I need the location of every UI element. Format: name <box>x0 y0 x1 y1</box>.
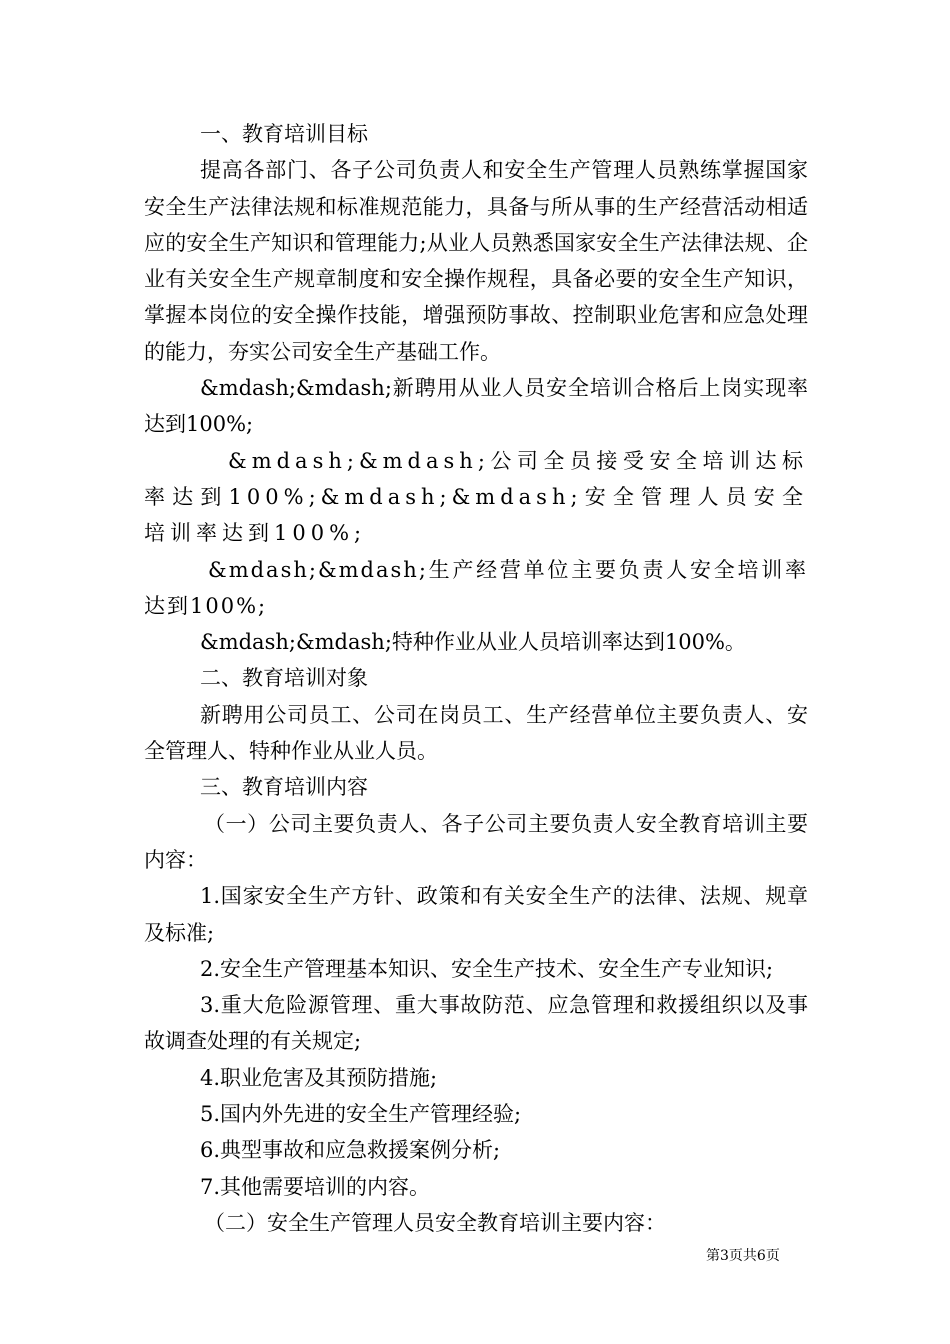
list-item-1: 1.国家安全生产方针、政策和有关安全生产的法律、法规、规章及标准; <box>144 884 808 945</box>
goal-item-principal: &mdash;&mdash;生产经营单位主要负责人安全培训率达到100%; <box>144 557 808 618</box>
list-item-3: 3.重大危险源管理、重大事故防范、应急管理和救援组织以及事故调查处理的有关规定; <box>144 993 808 1054</box>
list-item-4: 4.职业危害及其预防措施; <box>200 1065 438 1090</box>
page-number: 第3页共6页 <box>706 1248 780 1264</box>
subheading-managers-content: （二）安全生产管理人员安全教育培训主要内容： <box>204 1210 666 1235</box>
paragraph-targets-body: 新聘用公司员工、公司在岗员工、生产经营单位主要负责人、安全管理人、特种作业从业人员。 <box>144 702 808 764</box>
document-body <box>144 116 808 1241</box>
paragraph-goals-body: 提高各部门、各子公司负责人和安全生产管理人员熟练掌握国家安全生产法律法规和标准规范能力，具备与所从事的生产经营活动相适应的安全生产知识和管理能力;从业人员熟悉国家安全生产法律法规、企业有关安全生产规章制度和安全操作规程，具备必要的安全生产知识，掌握本岗位的安全操作技能，增强预防事故、控制职业危害和应急处理的能力，夯实公司安全生产基础工作。 <box>144 158 808 364</box>
list-item-2: 2.安全生产管理基本知识、安全生产技术、安全生产专业知识; <box>200 956 774 981</box>
goal-item-new-hire: &mdash;&mdash;新聘用从业人员安全培训合格后上岗实现率达到100%; <box>144 376 808 437</box>
heading-training-goals: 一、教育培训目标 <box>200 122 368 146</box>
subheading-leaders-content: （一）公司主要负责人、各子公司主要负责人安全教育培训主要内容： <box>144 811 808 872</box>
list-item-5: 5.国内外先进的安全生产管理经验; <box>200 1102 522 1127</box>
heading-training-targets: 二、教育培训对象 <box>200 666 368 691</box>
heading-training-content: 三、教育培训内容 <box>200 775 368 800</box>
goal-item-special-ops: &mdash;&mdash;特种作业从业人员培训率达到100%。 <box>200 630 746 655</box>
list-item-7: 7.其他需要培训的内容。 <box>200 1174 431 1199</box>
goal-item-all-staff: &mdash;&mdash;公司全员接受安全培训达标率达到100%;&mdash;&mdash;安全管理人员安全培训率达到100%; <box>144 448 808 546</box>
list-item-6: 6.典型事故和应急救援案例分析; <box>200 1138 501 1163</box>
